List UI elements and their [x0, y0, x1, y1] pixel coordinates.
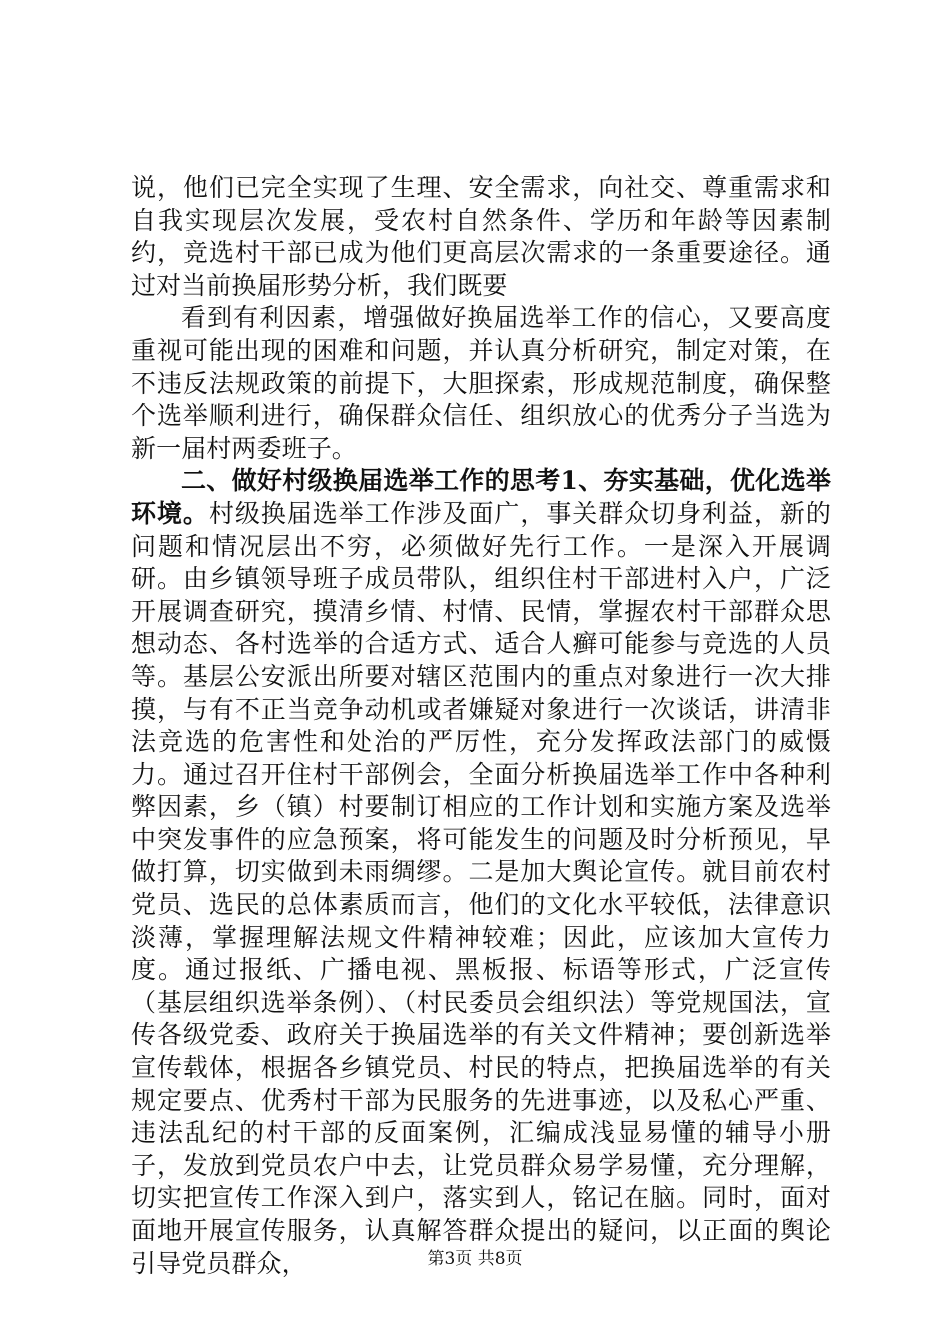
paragraph-analysis: 看到有利因素，增强做好换届选举工作的信心，又要高度重视可能出现的困难和问题，并认真分析研究，制定对策，在不违反法规政策的前提下，大胆探索，形成规范制度，确保整个选举顺利进行，确保群众信任、组织放心的优秀分子当选为新一届村两委班子。: [131, 303, 831, 463]
paragraph-continuation: 说，他们已完全实现了生理、安全需求，向社交、尊重需求和自我实现层次发展，受农村自然条件、学历和年龄等因素制约，竞选村干部已成为他们更高层次需求的一条重要途径。通过对当前换届形势分析，我们既要: [131, 173, 831, 300]
page-number-footer: 第3页 共8页: [427, 1249, 523, 1269]
paragraph-section-two: [131, 465, 831, 1280]
section-body: 村级换届选举工作涉及面广，事关群众切身利益，新的问题和情况层出不穷，必须做好先行工作。一是深入开展调研。由乡镇领导班子成员带队，组织住村干部进村入户，广泛开展调查研究，摸清乡情、村情、民情，掌握农村干部群众思想动态、各村选举的合适方式、适合人癣可能参与竞选的人员等。基层公安派出所要对辖区范围内的重点对象进行一次大排摸，与有不正当竞争动机或者嫌疑对象进行一次谈话，讲清非法竞选的危害性和处治的严厉性，充分发挥政法部门的威慑力。通过召开住村干部例会，全面分析换届选举工作中各种利弊因素，乡（镇）村要制订相应的工作计划和实施方案及选举中突发事件的应急预案，将可能发生的问题及时分析预见，早做打算，切实做到未雨绸缪。二是加大舆论宣传。就目前农村党员、选民的总体素质而言，他们的文化水平较低，法律意识淡薄，掌握理解法规文件精神较难；因此，应该加大宣传力度。通过报纸、广播电视、黑板报、标语等形式，广泛宣传（基层组织选举条例）、（村民委员会组织法）等党规国法，宣传各级党委、政府关于换届选举的有关文件精神；要创新选举宣传载体，根据各乡镇党员、村民的特点，把换届选举的有关规定要点、优秀村干部为民服务的先进事迹，以及私心严重、违法乱纪的村干部的反面案例，汇编成浅显易懂的辅导小册子，发放到党员农户中去，让党员群众易学易懂，充分理解，切实把宣传工作深入到户，落实到人，铭记在脑。同时，面对面地开展宣传服务，认真解答群众提出的疑问，以正面的舆论引导党员群众，: [131, 498, 831, 1278]
document-body: [131, 172, 831, 1280]
section-heading: 二、做好村级换届选举工作的思考1、夯实基础，优化选举环境。: [131, 466, 831, 528]
